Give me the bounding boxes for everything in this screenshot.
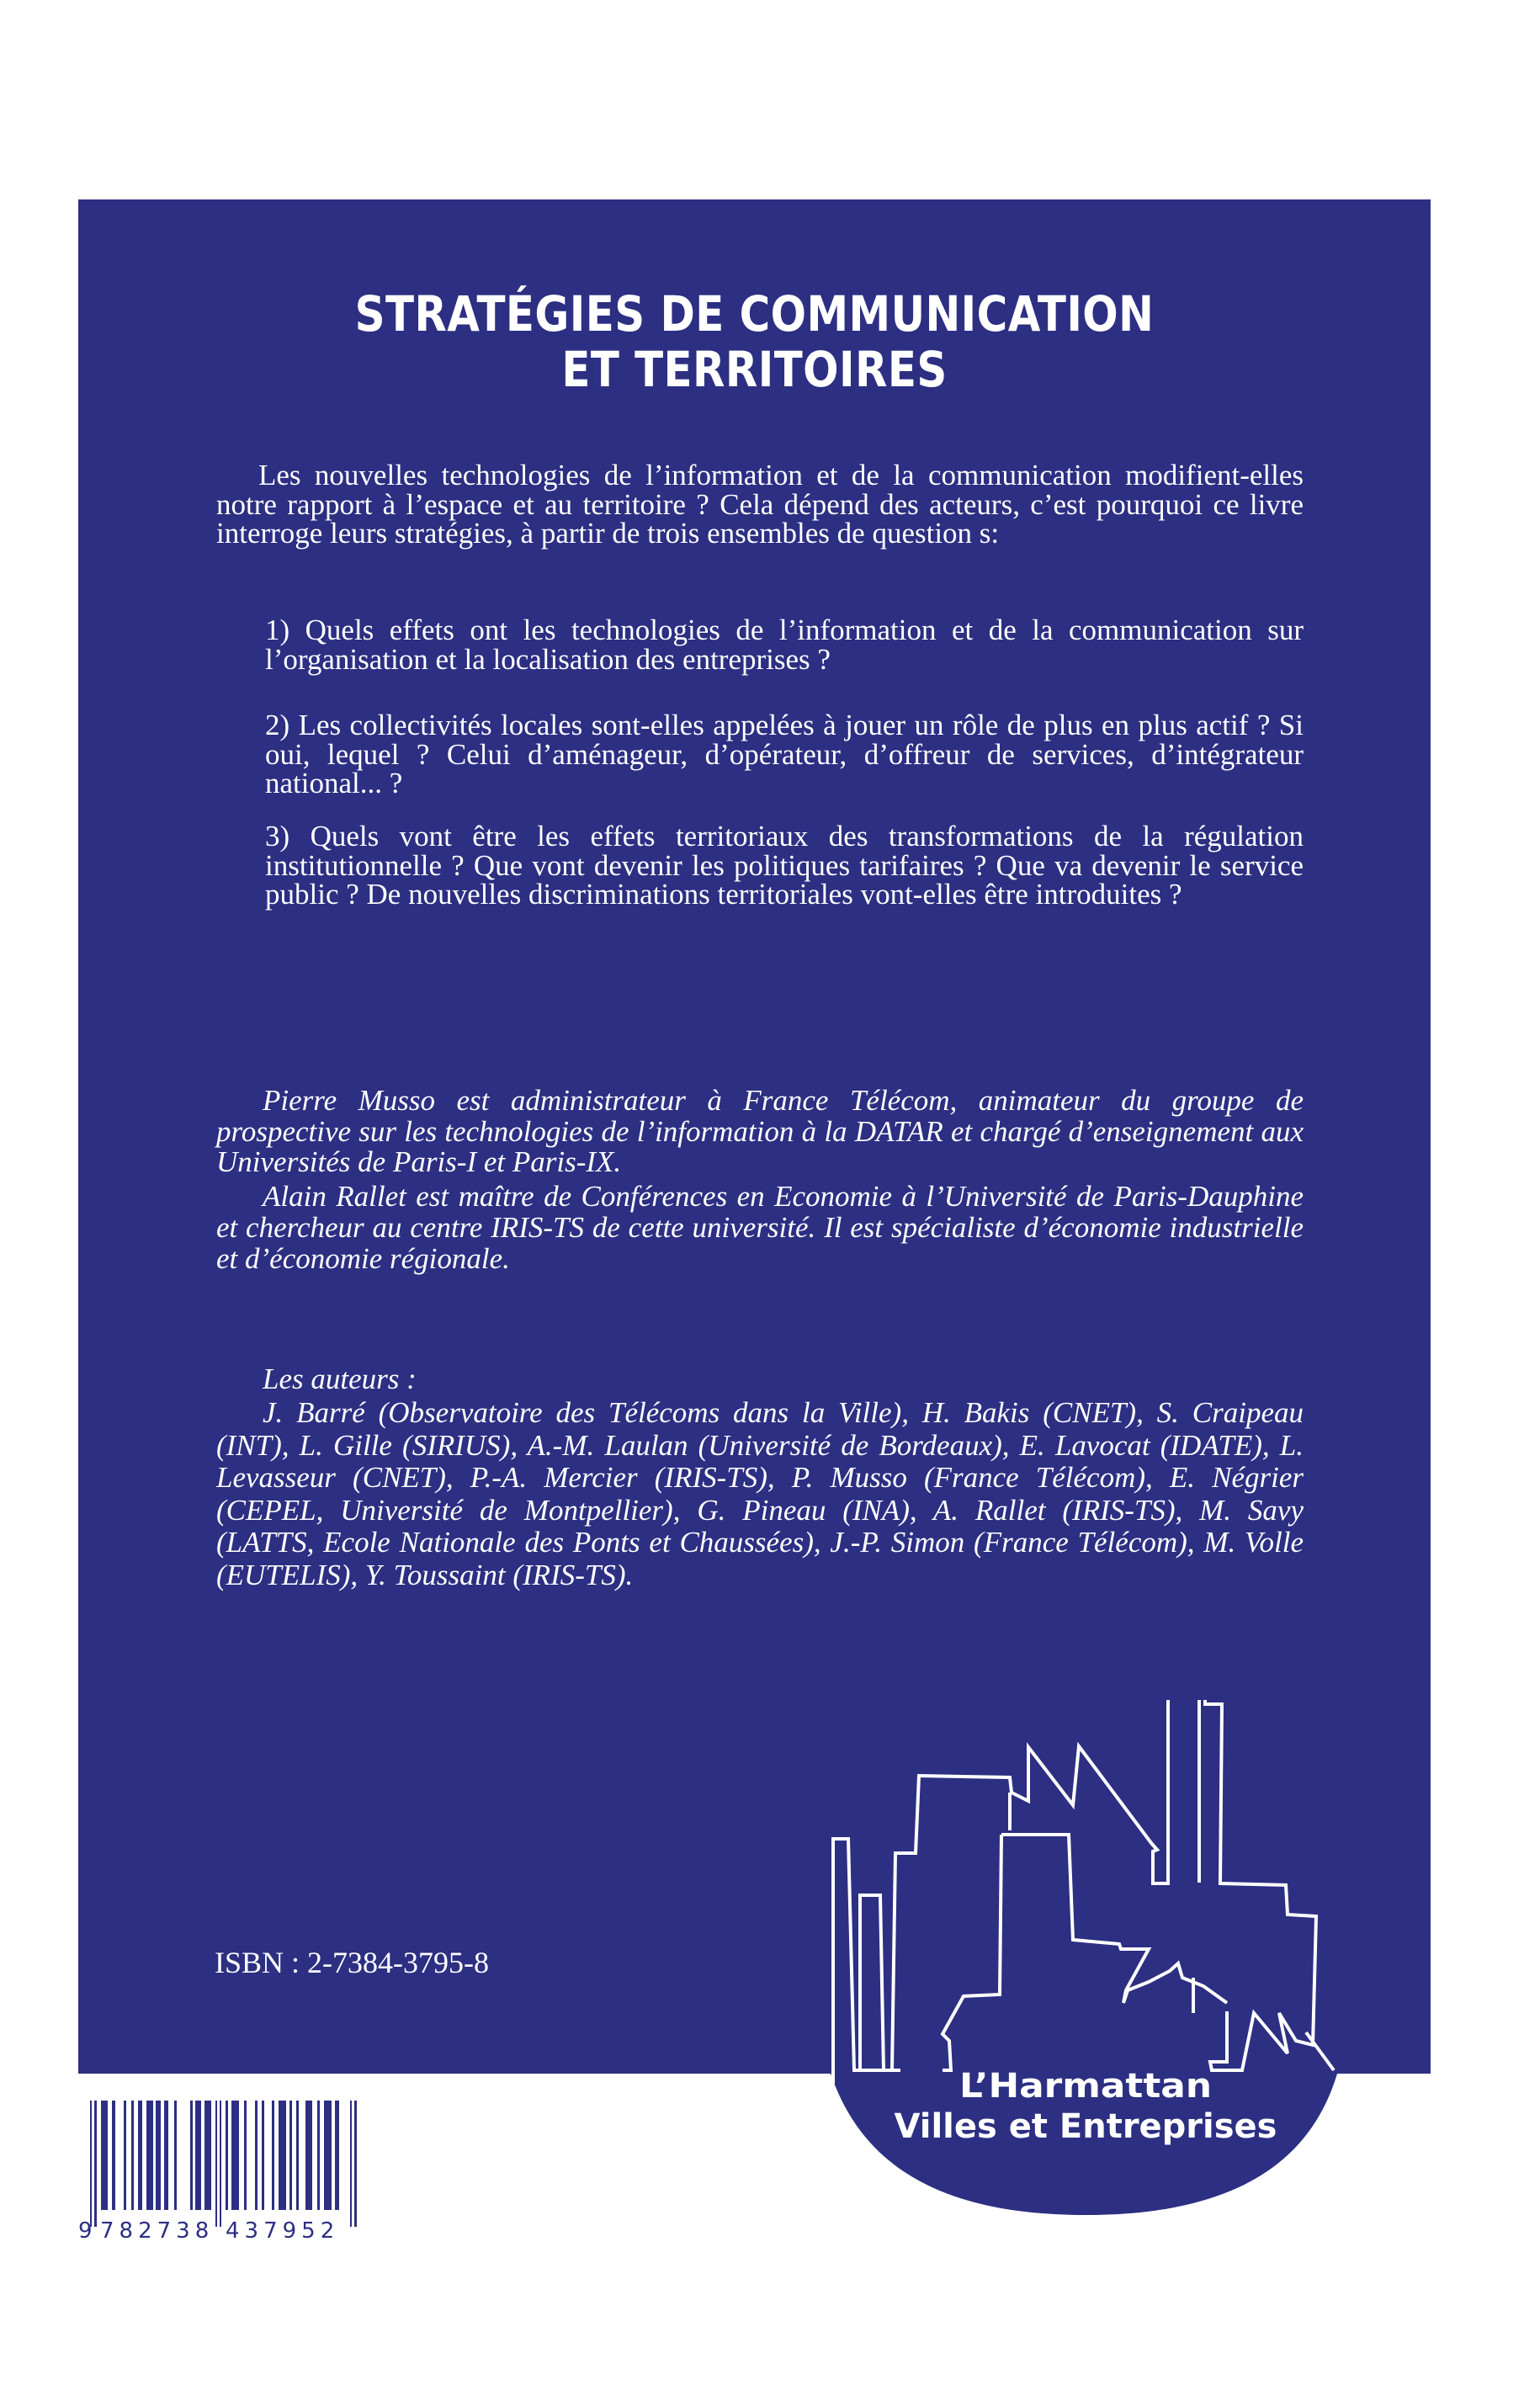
logo-publisher-name: L’Harmattan xyxy=(959,2067,1212,2106)
logo-series-name: Villes et Entreprises xyxy=(894,2107,1277,2146)
city-skyline-icon xyxy=(833,1700,1334,2084)
barcode-digits xyxy=(78,2218,339,2244)
barcode-left-group: 782738 xyxy=(100,2218,215,2244)
book-title xyxy=(173,286,1336,397)
question-text: 3) Quels vont être les effets territoriaux des transformations de la régulation institutionnelle ? Que vont devenir les politiques tarifaires ? Que va devenir le service public ? De nouvelles discriminations territoriales vont-elles être introduites ? xyxy=(265,820,1304,911)
barcode-right-group: 437952 xyxy=(226,2218,340,2244)
question-text: 1) Quels effets ont les technologies de l’information et de la communication sur l’organisation et la localisation des entreprises ? xyxy=(265,614,1304,676)
bio-musso: Pierre Musso est administrateur à France Télécom, animateur du groupe de prospective sur les technologies de l’information à la DATAR et chargé d’enseignement aux Universités de Paris-I et Paris-IX. xyxy=(216,1084,1304,1179)
question-3 xyxy=(265,822,1304,910)
barcode-bars xyxy=(90,2101,357,2227)
barcode-lead-digit: 9 xyxy=(78,2218,93,2244)
authors-label: Les auteurs : xyxy=(263,1362,417,1395)
author-bios xyxy=(216,1086,1304,1274)
question-text: 2) Les collectivités locales sont-elles appelées à jouer un rôle de plus en plus actif ? Si oui, lequel ? Celui d’aménageur, d’opérateur, d’offreur de services, d’intégrateur national... ? xyxy=(265,709,1304,800)
bio-rallet: Alain Rallet est maître de Conférences en Economie à l’Université de Paris-Dauphine et chercheur au centre IRIS-TS de cette université. Il est spécialiste d’économie industrielle et d’économie régionale. xyxy=(216,1180,1304,1275)
isbn: ISBN : 2-7384-3795-8 xyxy=(215,1946,489,1979)
authors-text: J. Barré (Observatoire des Télécoms dans la Ville), H. Bakis (CNET), S. Craipeau (INT), L. Gille (SIRIUS), A.-M. Laulan (Université de Bordeaux), E. Lavocat (IDATE), L. Levasseur (CNET), P.-A. Mercier (IRIS-TS), P. Musso (France Télécom), E. Négrier (CEPEL, Université de Montpellier), G. Pineau (INA), A. Rallet (IRIS-TS), M. Savy (LATTS, Ecole Nationale des Ponts et Chaussées), J.-P. Simon (France Télécom), M. Volle (EUTELIS), Y. Toussaint (IRIS-TS). xyxy=(216,1396,1304,1591)
intro-text: Les nouvelles technologies de l’information et de la communication modifient-elles notre rapport à l’espace et au territoire ? Cela dépend des acteurs, c’est pourquoi ce livre interroge leurs stratégies, à partir de trois ensembles de question s: xyxy=(216,459,1304,550)
question-1 xyxy=(265,616,1304,674)
barcode xyxy=(78,2101,369,2244)
intro-paragraph xyxy=(216,461,1304,549)
authors-list xyxy=(216,1397,1304,1591)
title-line-2: ET TERRITOIRES xyxy=(561,341,948,398)
publisher-logo xyxy=(808,1700,1363,2255)
title-line-1: STRATÉGIES DE COMMUNICATION xyxy=(354,285,1155,343)
question-2 xyxy=(265,711,1304,799)
